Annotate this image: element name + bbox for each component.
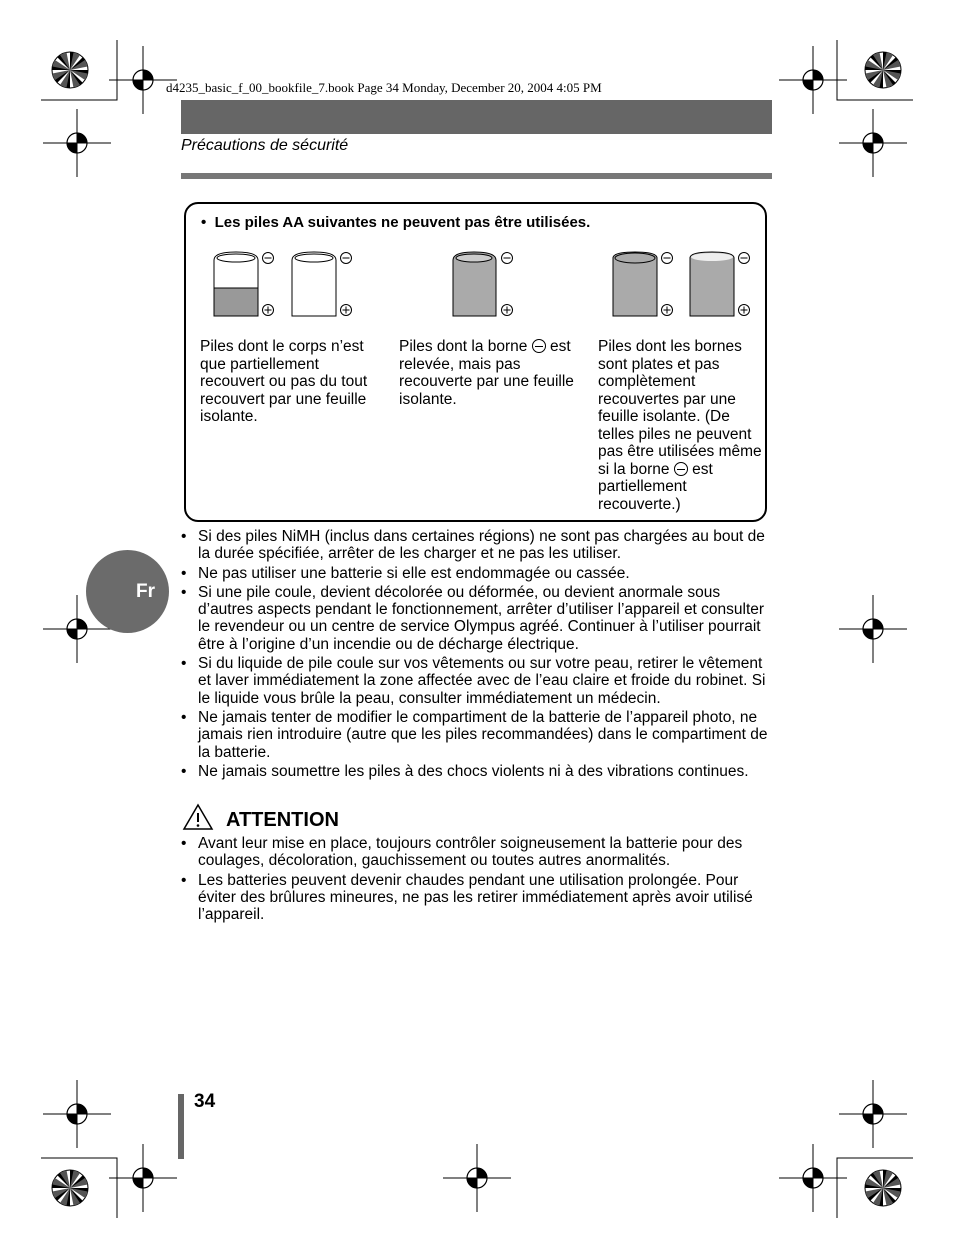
page-number: 34	[194, 1091, 216, 1112]
list-item: • Ne jamais tenter de modifier le compartiment de la batterie de l’appareil photo, ne jamais rien introduire (autre que les piles recommandées) dans le compartiment de la batterie.	[181, 709, 773, 761]
attention-heading: ATTENTION	[226, 809, 339, 831]
battery-col1-text: Piles dont le corps n’est que partiellement recouvert ou pas du tout recouvert par une feuille isolante.	[200, 338, 368, 425]
section-title: Précautions de sécurité	[181, 137, 349, 154]
header-bar	[181, 100, 772, 134]
list-item: • Les batteries peuvent devenir chaudes pendant une utilisation prolongée. Pour éviter des brûlures mineures, ne pas les retirer immédiatement après avoir utilisé l’appareil.	[181, 872, 773, 924]
battery-partially-covered-icon	[214, 252, 274, 316]
battery-col2-text	[399, 338, 574, 408]
battery-raised-terminal-icon	[453, 252, 513, 316]
file-info-line: d4235_basic_f_00_bookfile_7.book Page 34 Monday, December 20, 2004 4:05 PM	[166, 80, 602, 95]
battery-col3-text	[598, 338, 762, 513]
list-item: • Si des piles NiMH (inclus dans certaines régions) ne sont pas chargées au bout de la durée spécifiée, arrêter de les charger et ne pas les utiliser.	[181, 528, 773, 563]
warning-triangle-icon	[182, 803, 214, 831]
battery-box-title: • Les piles AA suivantes ne peuvent pas être utilisées.	[201, 214, 591, 231]
battery-flat-terminal-icon-2	[690, 252, 750, 316]
section-rule	[181, 173, 772, 179]
list-item: • Avant leur mise en place, toujours contrôler soigneusement la batterie pour des coulages, décoloration, gauchissement ou toutes autres anormalités.	[181, 835, 773, 870]
battery-col2-text-b: est relevée, mais pas recouverte par une feuille isolante.	[399, 338, 574, 408]
battery-col3-text-b: est partiellement recouverte.)	[598, 460, 713, 513]
safety-bullet-list	[181, 528, 773, 782]
minus-terminal-icon	[674, 462, 688, 476]
battery-uncovered-icon	[292, 252, 352, 316]
list-item: • Ne jamais soumettre les piles à des chocs violents ni à des vibrations continues.	[181, 763, 773, 780]
list-item: • Si une pile coule, devient décolorée ou déformée, ou devient anormale sous d’autres aspects pendant le fonctionnement, arrêter d’utiliser l’appareil et consulter le revendeur ou un centre de service Olympus agréé. Continuer à l’utiliser pourrait être à l’origine d’un incendie ou de décharge électrique.	[181, 584, 773, 653]
attention-list	[181, 835, 773, 925]
list-item: • Si du liquide de pile coule sur vos vêtements ou sur votre peau, retirer le vêtement et laver immédiatement la zone affectée avec de l’eau claire et froide du robinet. Si le liquide vous brûle la peau, consulter immédiatement un médecin.	[181, 655, 773, 707]
battery-illustrations	[200, 248, 770, 320]
list-item: • Ne pas utiliser une batterie si elle est endommagée ou cassée.	[181, 565, 773, 582]
battery-col3-text-a: Piles dont les bornes sont plates et pas complètement recouvertes par une feuille isolante. (De telles piles ne peuvent pas être utilisées même si la borne	[598, 338, 762, 478]
battery-col2-text-a: Piles dont la borne	[399, 338, 528, 355]
language-tab-label: Fr	[136, 581, 155, 602]
minus-terminal-icon	[532, 339, 546, 353]
battery-flat-terminal-icon	[613, 252, 673, 316]
page-number-bar	[178, 1094, 184, 1159]
language-tab	[86, 550, 169, 633]
battery-box-title-text: Les piles AA suivantes ne peuvent pas être utilisées.	[214, 214, 591, 231]
